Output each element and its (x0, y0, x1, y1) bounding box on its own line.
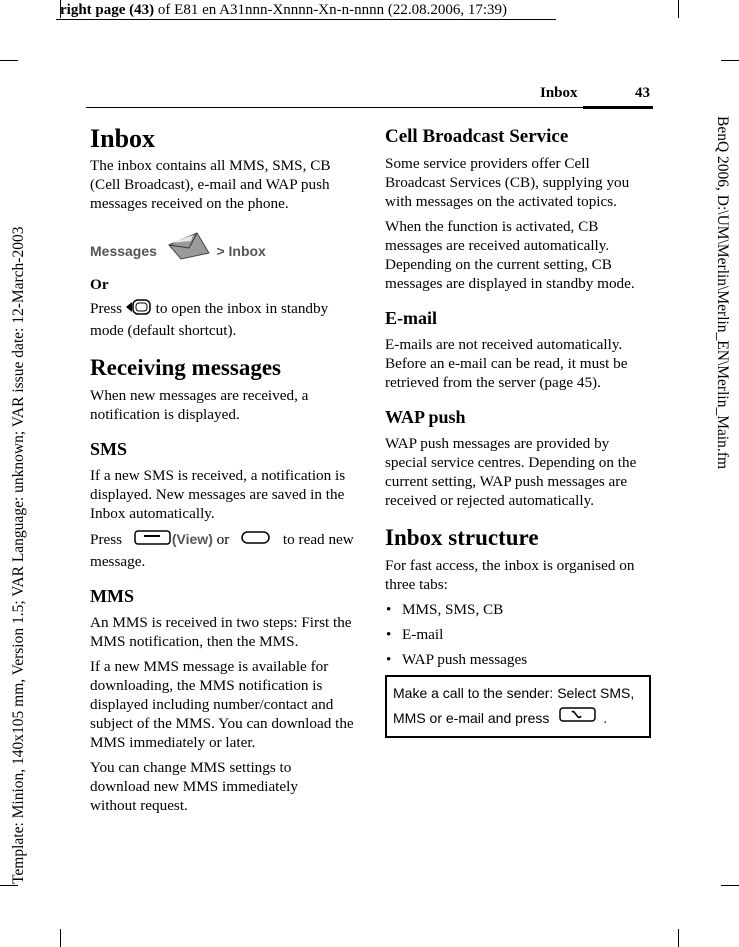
running-head-rule (86, 107, 653, 108)
wap-text: WAP push messages are provided by special service centres. Depending on the current setting, WAP push messages are received or rejected automatically. (385, 435, 637, 509)
menu-separator: > (216, 242, 225, 259)
template-info: Template: Minion, 140x105 mm, Version 1.5; VAR Language: unknown; VAR issue date: 12-March-2003 (10, 226, 27, 884)
crop-mark (60, 929, 61, 947)
heading-inbox-structure: Inbox structure (385, 525, 539, 550)
nav-key-icon (126, 298, 152, 321)
menu-messages: Messages (90, 242, 157, 259)
crop-mark (678, 929, 679, 947)
list-item: • WAP push messages (402, 650, 651, 669)
mms-text-3: You can change MMS settings to download new MMS immediately without request. (90, 759, 298, 814)
running-head-title: Inbox (540, 85, 578, 101)
crop-mark (0, 885, 18, 886)
right-column (385, 126, 651, 738)
tip-box: Make a call to the sender: Select SMS, MMS or e-mail and press . (385, 675, 651, 738)
heading-mms: MMS (90, 586, 134, 606)
heading-cell-broadcast: Cell Broadcast Service (385, 126, 569, 147)
cb-text-1: Some service providers offer Cell Broadcast Services (CB), supplying you with messages on the activated topics. (385, 155, 630, 210)
running-head-rule-thick (583, 106, 653, 109)
cb-text-2: When the function is activated, CB messages are received automatically. Depending on the current setting, CB messages are displayed in standby mode. (385, 218, 635, 292)
intro-text: The inbox contains all MMS, SMS, CB (Cell Broadcast), e-mail and WAP push messages received on the phone. (90, 157, 331, 212)
heading-inbox: Inbox (90, 124, 156, 153)
structure-text: For fast access, the inbox is organised on three tabs: (385, 557, 635, 593)
tab-list (385, 600, 651, 669)
mms-text-1: An MMS is received in two steps: First the MMS notification, then the MMS. (90, 614, 352, 650)
list-item: • E-mail (402, 625, 651, 644)
center-key-icon (241, 530, 271, 551)
crop-mark (678, 0, 679, 18)
header-underline (56, 19, 556, 20)
print-header: right page (43) of E81 en A31nnn-Xnnnn-Xn-n-nnnn (22.08.2006, 17:39) (60, 2, 508, 18)
call-key-icon (559, 706, 597, 732)
email-text: E-mails are not received automatically. Before an e-mail can be read, it must be retrieved from the server (page 45). (385, 336, 628, 391)
sms-press: Press (View) or to read new message. (90, 530, 354, 570)
mms-text-2: If a new MMS message is available for downloading, the MMS notification is displayed including number/contact and subject of the MMS. You can download the MMS immediately or later. (90, 658, 354, 751)
view-label: (View) (171, 530, 213, 547)
menu-path (90, 231, 356, 265)
menu-inbox: Inbox (228, 242, 266, 259)
crop-mark (721, 60, 739, 61)
heading-wap-push: WAP push (385, 407, 466, 427)
sms-text: If a new SMS is received, a notification is displayed. New messages are saved in the Inbox automatically. (90, 467, 346, 522)
list-item: • MMS, SMS, CB (402, 600, 651, 619)
heading-receiving: Receiving messages (90, 355, 281, 380)
receiving-text: When new messages are received, a notification is displayed. (90, 387, 309, 423)
heading-email: E-mail (385, 308, 437, 328)
heading-sms: SMS (90, 439, 128, 459)
crop-mark (0, 60, 18, 61)
file-path: BenQ 2006, D:\UM\Merlin\Merlin_EN\Merlin_Main.fm (714, 116, 731, 470)
envelope-icon (167, 231, 211, 274)
or-label: Or (90, 276, 109, 293)
left-column (90, 124, 356, 821)
crop-mark (721, 885, 739, 886)
softkey-left-icon (134, 529, 172, 552)
press-shortcut: Press to open the inbox in standby mode (default shortcut). (90, 299, 329, 339)
page-number: 43 (635, 85, 650, 101)
